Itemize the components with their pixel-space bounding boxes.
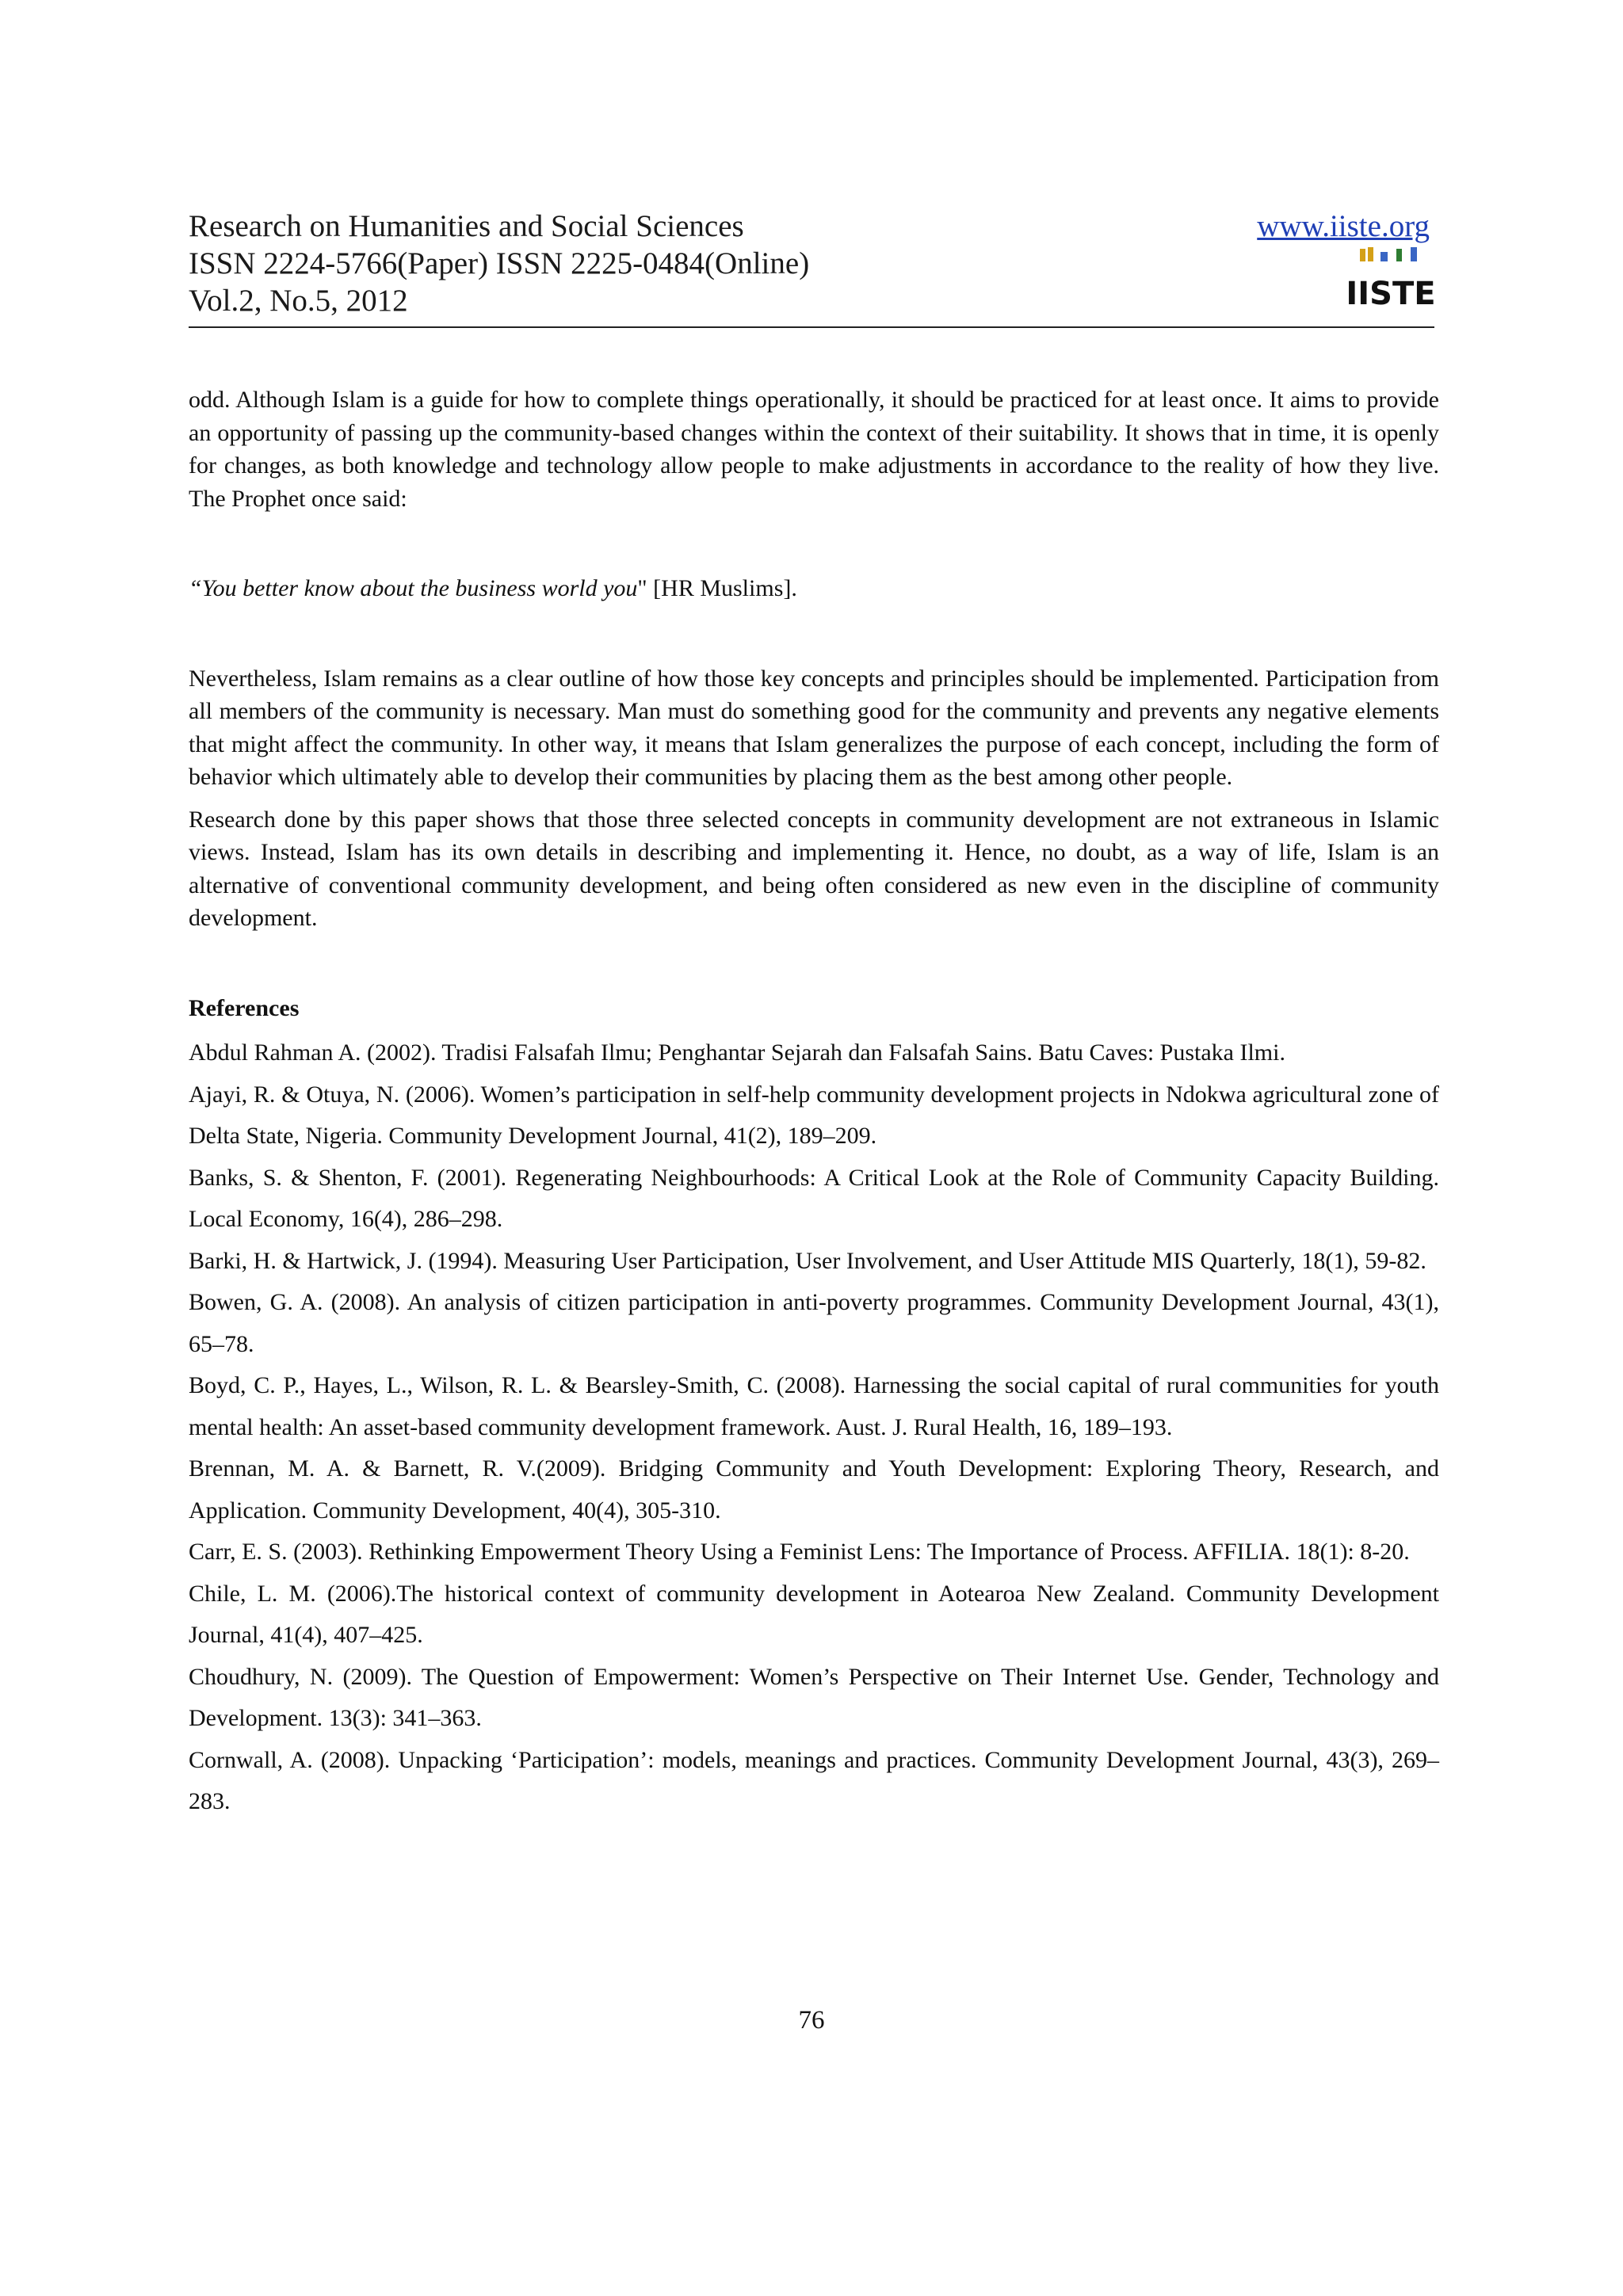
reference-item: Choudhury, N. (2009). The Question of Empowerment: Women’s Perspective on Their Internet Use. Gender, Technology and Development. 13(3): 341–363. xyxy=(189,1663,1439,1731)
quote-text: “You better know about the business world you xyxy=(189,575,638,601)
body-paragraph-2: Nevertheless, Islam remains as a clear outline of how those key concepts and principles should be implemented. Participation from all members of the community is necessary. Man must do something good for the community and prevents any negative elements that might affect the community. In other way, it means that Islam generalizes the purpose of each concept, including the form of behavior which ultimately able to develop their communities by placing them as the best among other people. xyxy=(189,665,1439,790)
reference-item: Bowen, G. A. (2008). An analysis of citizen participation in anti-poverty programmes. Community Development Journal, 43(1), 65–78. xyxy=(189,1289,1439,1357)
page-header xyxy=(189,208,1434,328)
reference-item: Banks, S. & Shenton, F. (2001). Regenerating Neighbourhoods: A Critical Look at the Role of Community Capacity Building. Local Economy, 16(4), 286–298. xyxy=(189,1164,1439,1232)
references-list xyxy=(189,1032,1439,1823)
references-heading: References xyxy=(189,994,300,1021)
page-body xyxy=(189,383,1439,1823)
journal-issn: ISSN 2224-5766(Paper) ISSN 2225-0484(Online) xyxy=(189,246,810,280)
journal-title: Research on Humanities and Social Sciences xyxy=(189,209,744,243)
reference-item: Boyd, C. P., Hayes, L., Wilson, R. L. & Bearsley-Smith, C. (2008). Harnessing the social capital of rural communities for youth mental health: An asset-based community development framework. Aust. J. Rural Health, 16, 189–193. xyxy=(189,1372,1439,1440)
reference-item: Brennan, M. A. & Barnett, R. V.(2009). Bridging Community and Youth Development: Exploring Theory, Research, and Application. Community Development, 40(4), 305-310. xyxy=(189,1455,1439,1524)
body-paragraph-1: odd. Although Islam is a guide for how to complete things operationally, it should be practiced for at least once. It aims to provide an opportunity of passing up the community-based changes within the context of their suitability. It shows that in time, it is openly for changes, as both knowledge and technology allow people to make adjustments in accordance to the reality of how they live. The Prophet once said: xyxy=(189,387,1439,512)
reference-item: Abdul Rahman A. (2002). Tradisi Falsafah Ilmu; Penghantar Sejarah dan Falsafah Sains. Batu Caves: Pustaka Ilmi. xyxy=(189,1039,1285,1066)
journal-info xyxy=(189,208,809,319)
body-paragraph-3: Research done by this paper shows that those three selected concepts in community development are not extraneous in Islamic views. Instead, Islam has its own details in describing and implementing it. Hence, no doubt, as a way of life, Islam is an alternative of conventional community development, and being often considered as new even in the discipline of community development. xyxy=(189,806,1439,931)
hadith-quote xyxy=(189,572,1439,605)
journal-website-link[interactable]: www.iiste.org xyxy=(1257,209,1430,243)
svg-text:IISTE: IISTE xyxy=(1346,276,1436,312)
reference-item: Carr, E. S. (2003). Rethinking Empowerment Theory Using a Feminist Lens: The Importance of Process. AFFILIA. 18(1): 8-20. xyxy=(189,1539,1410,1565)
reference-item: Barki, H. & Hartwick, J. (1994). Measuring User Participation, User Involvement, and User Attitude MIS Quarterly, 18(1), 59-82. xyxy=(189,1247,1426,1274)
iiste-logo-icon xyxy=(1346,246,1436,312)
reference-item: Ajayi, R. & Otuya, N. (2006). Women’s participation in self-help community development projects in Ndokwa agricultural zone of Delta State, Nigeria. Community Development Journal, 41(2), 189–209. xyxy=(189,1081,1439,1149)
header-divider xyxy=(189,326,1434,328)
quote-source: " [HR Muslims]. xyxy=(637,575,797,601)
reference-item: Cornwall, A. (2008). Unpacking ‘Participation’: models, meanings and practices. Community Development Journal, 43(3), 269–283. xyxy=(189,1746,1439,1814)
journal-volume: Vol.2, No.5, 2012 xyxy=(189,284,408,318)
reference-item: Chile, L. M. (2006).The historical context of community development in Aotearoa New Zealand. Community Development Journal, 41(4), 407–425. xyxy=(189,1580,1439,1648)
page-number: 76 xyxy=(798,2006,825,2035)
